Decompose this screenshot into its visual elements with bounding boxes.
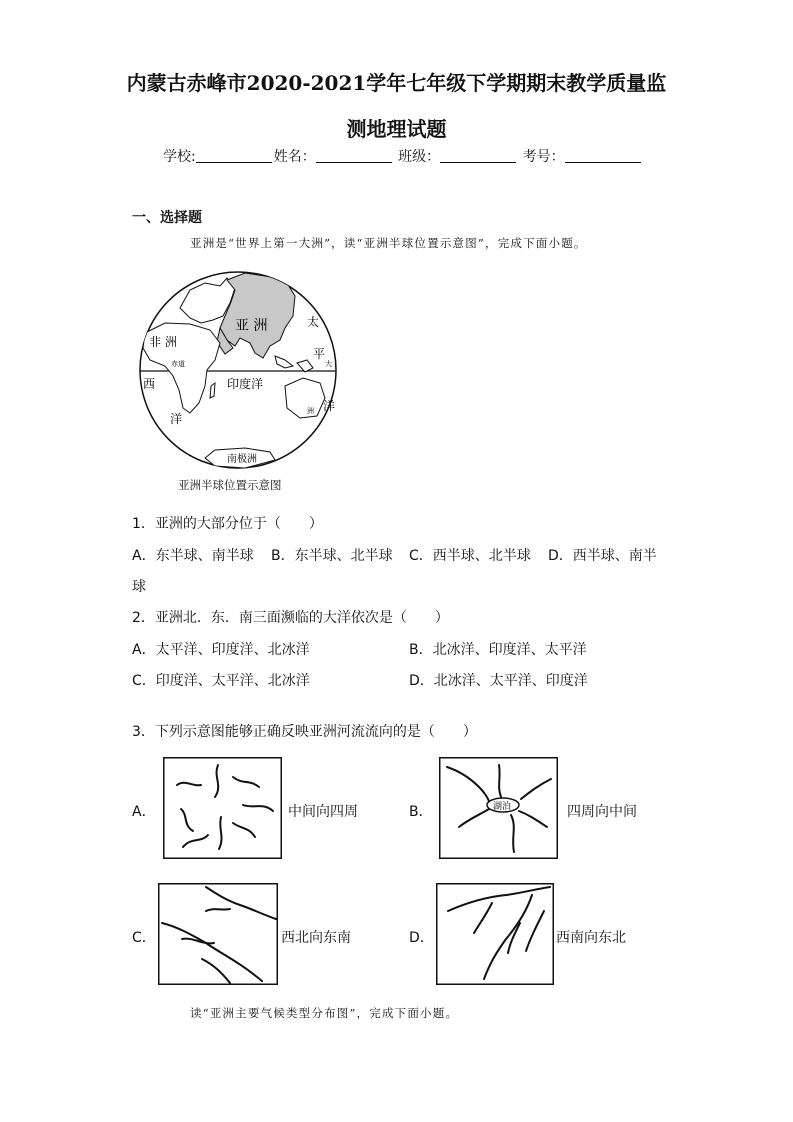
- q1-option-d-cont: 球: [132, 579, 146, 595]
- pacific-label-a: 太: [307, 315, 320, 329]
- section-heading: 一、选择题: [132, 210, 202, 226]
- question-2: 2．亚洲北．东．南三面濒临的大洋依次是（ ）: [132, 610, 449, 626]
- oceania-label-a: 大: [325, 360, 332, 368]
- asia-hemisphere-map: [135, 268, 345, 473]
- africa-label: 非 洲: [149, 335, 177, 349]
- oceania-label-b: 洲: [307, 407, 314, 415]
- q2-option-d[interactable]: D．北冰洋、太平洋、印度洋: [409, 673, 588, 689]
- lake-label: 湖泊: [493, 802, 512, 812]
- q3-option-b-letter[interactable]: B．: [409, 804, 433, 820]
- q1-option-c[interactable]: C．西半球、北半球: [409, 548, 531, 564]
- q3-diagram-b[interactable]: [439, 757, 558, 859]
- class-label: 班级：: [398, 149, 441, 165]
- id-label: 考号：: [522, 149, 565, 165]
- q3-option-d-letter[interactable]: D．: [409, 930, 434, 946]
- q1-option-a[interactable]: A．东半球、南半球: [132, 548, 254, 564]
- question-3: 3．下列示意图能够正确反映亚洲河流流向的是（ ）: [132, 724, 477, 740]
- intro-text-2: 读“亚洲主要气候类型分布图”，完成下面小题。: [190, 1006, 459, 1020]
- intro-text-1: 亚洲是“世界上第一大洲”，读“亚洲半球位置示意图”，完成下面小题。: [190, 236, 587, 250]
- q1-option-d[interactable]: D．西半球、南半: [548, 548, 657, 564]
- pacific-label-c: 洋: [323, 399, 336, 413]
- document-title-line2: 测地理试题: [346, 117, 447, 141]
- id-blank[interactable]: [565, 148, 641, 163]
- document-title-line1: 内蒙古赤峰市2020-2021学年七年级下学期期末教学质量监: [126, 71, 667, 95]
- antarctica-label: 南极洲: [227, 454, 257, 465]
- equator-label: 赤道: [171, 360, 185, 368]
- q3-option-b-label: 四周向中间: [567, 804, 637, 820]
- class-blank[interactable]: [440, 148, 516, 163]
- indian-ocean-label: 印度洋: [227, 377, 264, 391]
- asia-label: 亚 洲: [235, 318, 268, 334]
- q2-option-c[interactable]: C．印度洋、太平洋、北冰洋: [132, 673, 310, 689]
- school-label: 学校:: [163, 149, 196, 165]
- q3-diagram-d[interactable]: [436, 883, 554, 985]
- figure-caption: 亚洲半球位置示意图: [178, 478, 282, 492]
- q3-option-a-letter[interactable]: A．: [132, 804, 156, 820]
- question-1: 1．亚洲的大部分位于（ ）: [132, 516, 323, 532]
- q3-option-c-label: 西北向东南: [281, 930, 351, 946]
- pacific-label-b: 平: [313, 347, 326, 361]
- q1-option-b[interactable]: B．东半球、北半球: [271, 548, 393, 564]
- q3-diagram-c[interactable]: [158, 883, 278, 985]
- student-info-line: [163, 146, 643, 166]
- atlantic-label-b: 洋: [170, 412, 183, 426]
- q3-option-a-label: 中间向四周: [288, 804, 358, 820]
- q2-option-b[interactable]: B．北冰洋、印度洋、太平洋: [409, 642, 587, 658]
- q3-diagram-a[interactable]: [163, 757, 282, 859]
- school-blank[interactable]: [196, 148, 272, 163]
- name-blank[interactable]: [316, 148, 392, 163]
- atlantic-label-a: 西: [143, 377, 156, 391]
- name-label: 姓名：: [273, 149, 316, 165]
- q3-option-c-letter[interactable]: C．: [132, 930, 156, 946]
- q2-option-a[interactable]: A．太平洋、印度洋、北冰洋: [132, 642, 310, 658]
- q3-option-d-label: 西南向东北: [556, 930, 626, 946]
